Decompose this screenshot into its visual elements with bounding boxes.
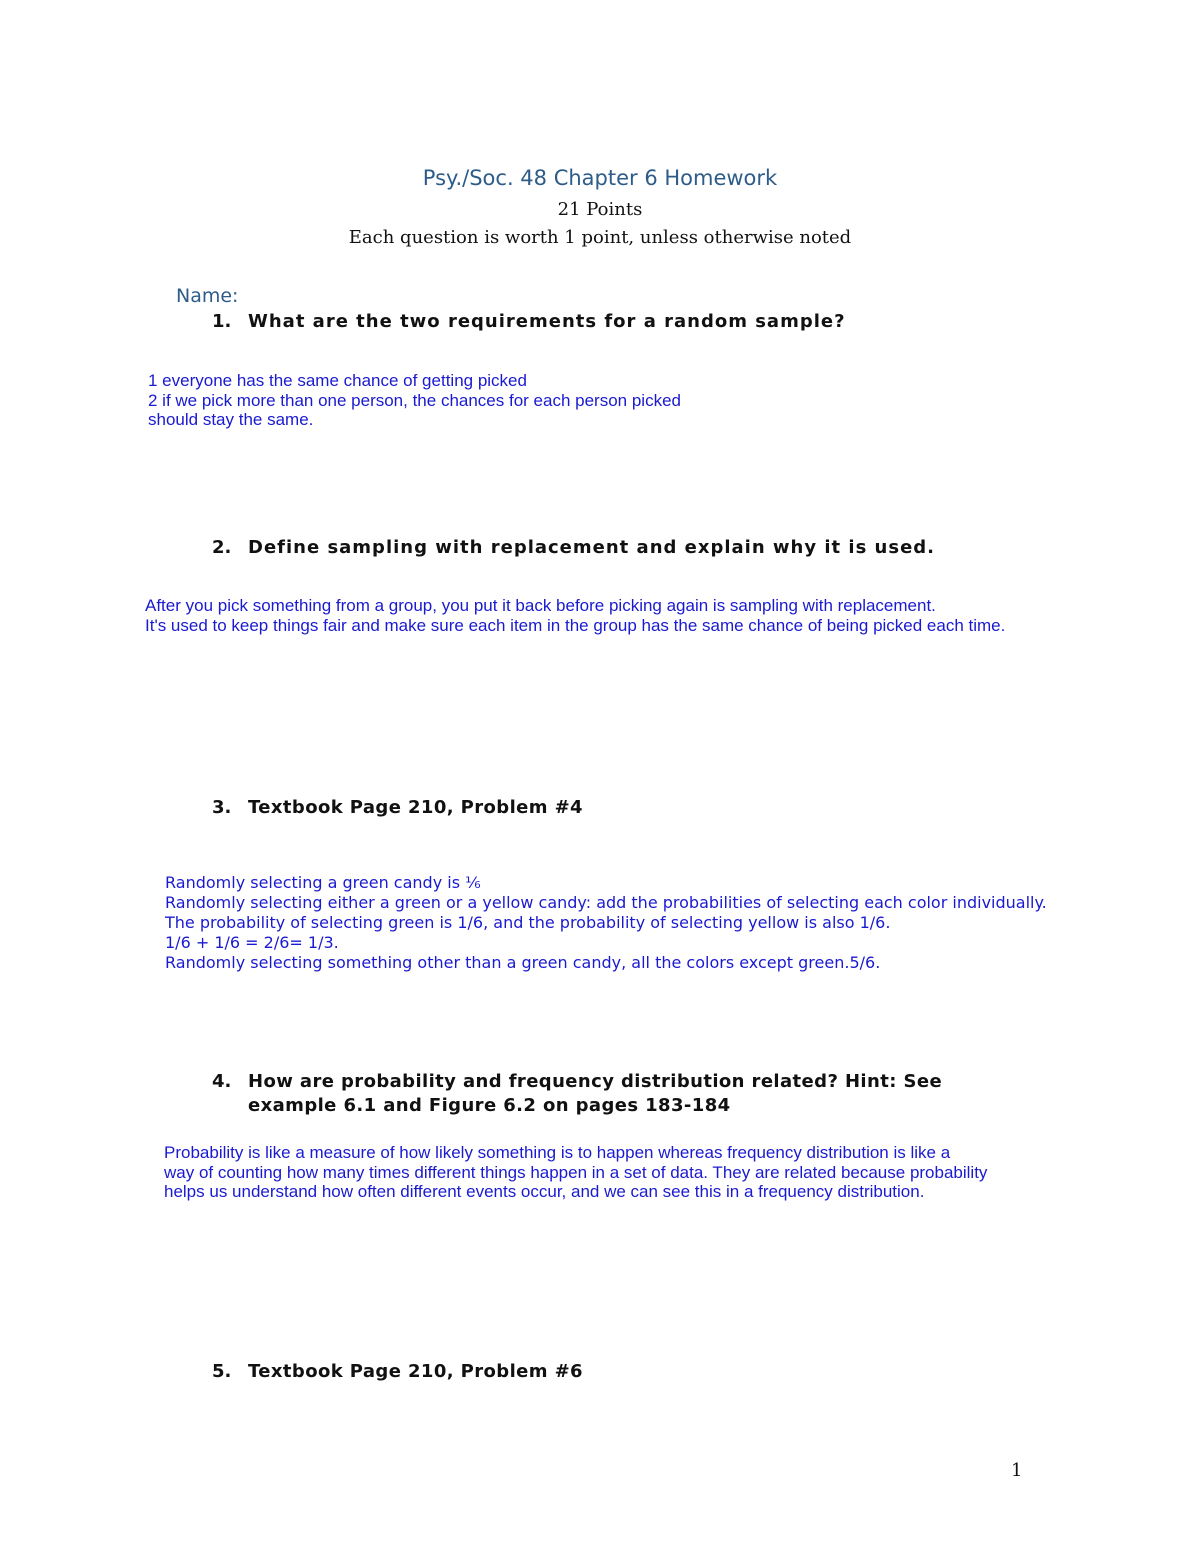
document-title: Psy./Soc. 48 Chapter 6 Homework: [422, 166, 778, 190]
question-5-text: Textbook Page 210, Problem #6: [248, 1361, 583, 1382]
answer-line: The probability of selecting green is 1/6, and the probability of selecting yellow is also 1/6.: [165, 913, 891, 932]
question-5-number: 5.: [212, 1361, 232, 1382]
question-1-text: What are the two requirements for a random sample?: [248, 311, 846, 332]
answer-line: Randomly selecting a green candy is ⅙: [165, 873, 481, 892]
question-4-number: 4.: [212, 1071, 232, 1092]
answer-line: Probability is like a measure of how likely something is to happen whereas frequency distribution is like a: [164, 1143, 951, 1162]
answer-line: 1/6 + 1/6 = 2/6= 1/3.: [165, 933, 339, 952]
answer-line: Randomly selecting something other than a green candy, all the colors except green.5/6.: [165, 953, 881, 972]
question-2-number: 2.: [212, 537, 232, 558]
answer-line: 1 everyone has the same chance of getting picked: [148, 371, 527, 390]
answer-line: Randomly selecting either a green or a yellow candy: add the probabilities of selecting each color individually.: [165, 893, 1047, 912]
scoring-note: Each question is worth 1 point, unless otherwise noted: [348, 227, 852, 248]
page-number: 1: [1011, 1460, 1023, 1481]
question-1-number: 1.: [212, 311, 232, 332]
answer-line: helps us understand how often different events occur, and we can see this in a frequency distribution.: [164, 1182, 925, 1201]
answer-line: should stay the same.: [148, 410, 314, 429]
question-4-text-line-1: How are probability and frequency distribution related? Hint: See: [248, 1071, 943, 1092]
answer-line: After you pick something from a group, you put it back before picking again is sampling with replacement.: [145, 596, 936, 615]
question-2-text: Define sampling with replacement and explain why it is used.: [248, 537, 936, 558]
question-2-answer: [145, 596, 1005, 635]
name-label: Name:: [176, 285, 239, 307]
answer-line: 2 if we pick more than one person, the chances for each person picked: [148, 390, 681, 410]
question-3-number: 3.: [212, 797, 232, 818]
answer-line: It's used to keep things fair and make sure each item in the group has the same chance of being picked each time.: [145, 615, 1006, 635]
points-total: 21 Points: [557, 199, 643, 220]
question-1-answer: [148, 371, 681, 430]
question-3-answer: [165, 873, 1047, 973]
question-3-text: Textbook Page 210, Problem #4: [248, 797, 583, 818]
question-4-answer: [164, 1143, 987, 1202]
answer-line: way of counting how many times different things happen in a set of data. They are related because probability: [164, 1162, 988, 1182]
question-4-text-line-2: example 6.1 and Figure 6.2 on pages 183-184: [248, 1095, 731, 1116]
